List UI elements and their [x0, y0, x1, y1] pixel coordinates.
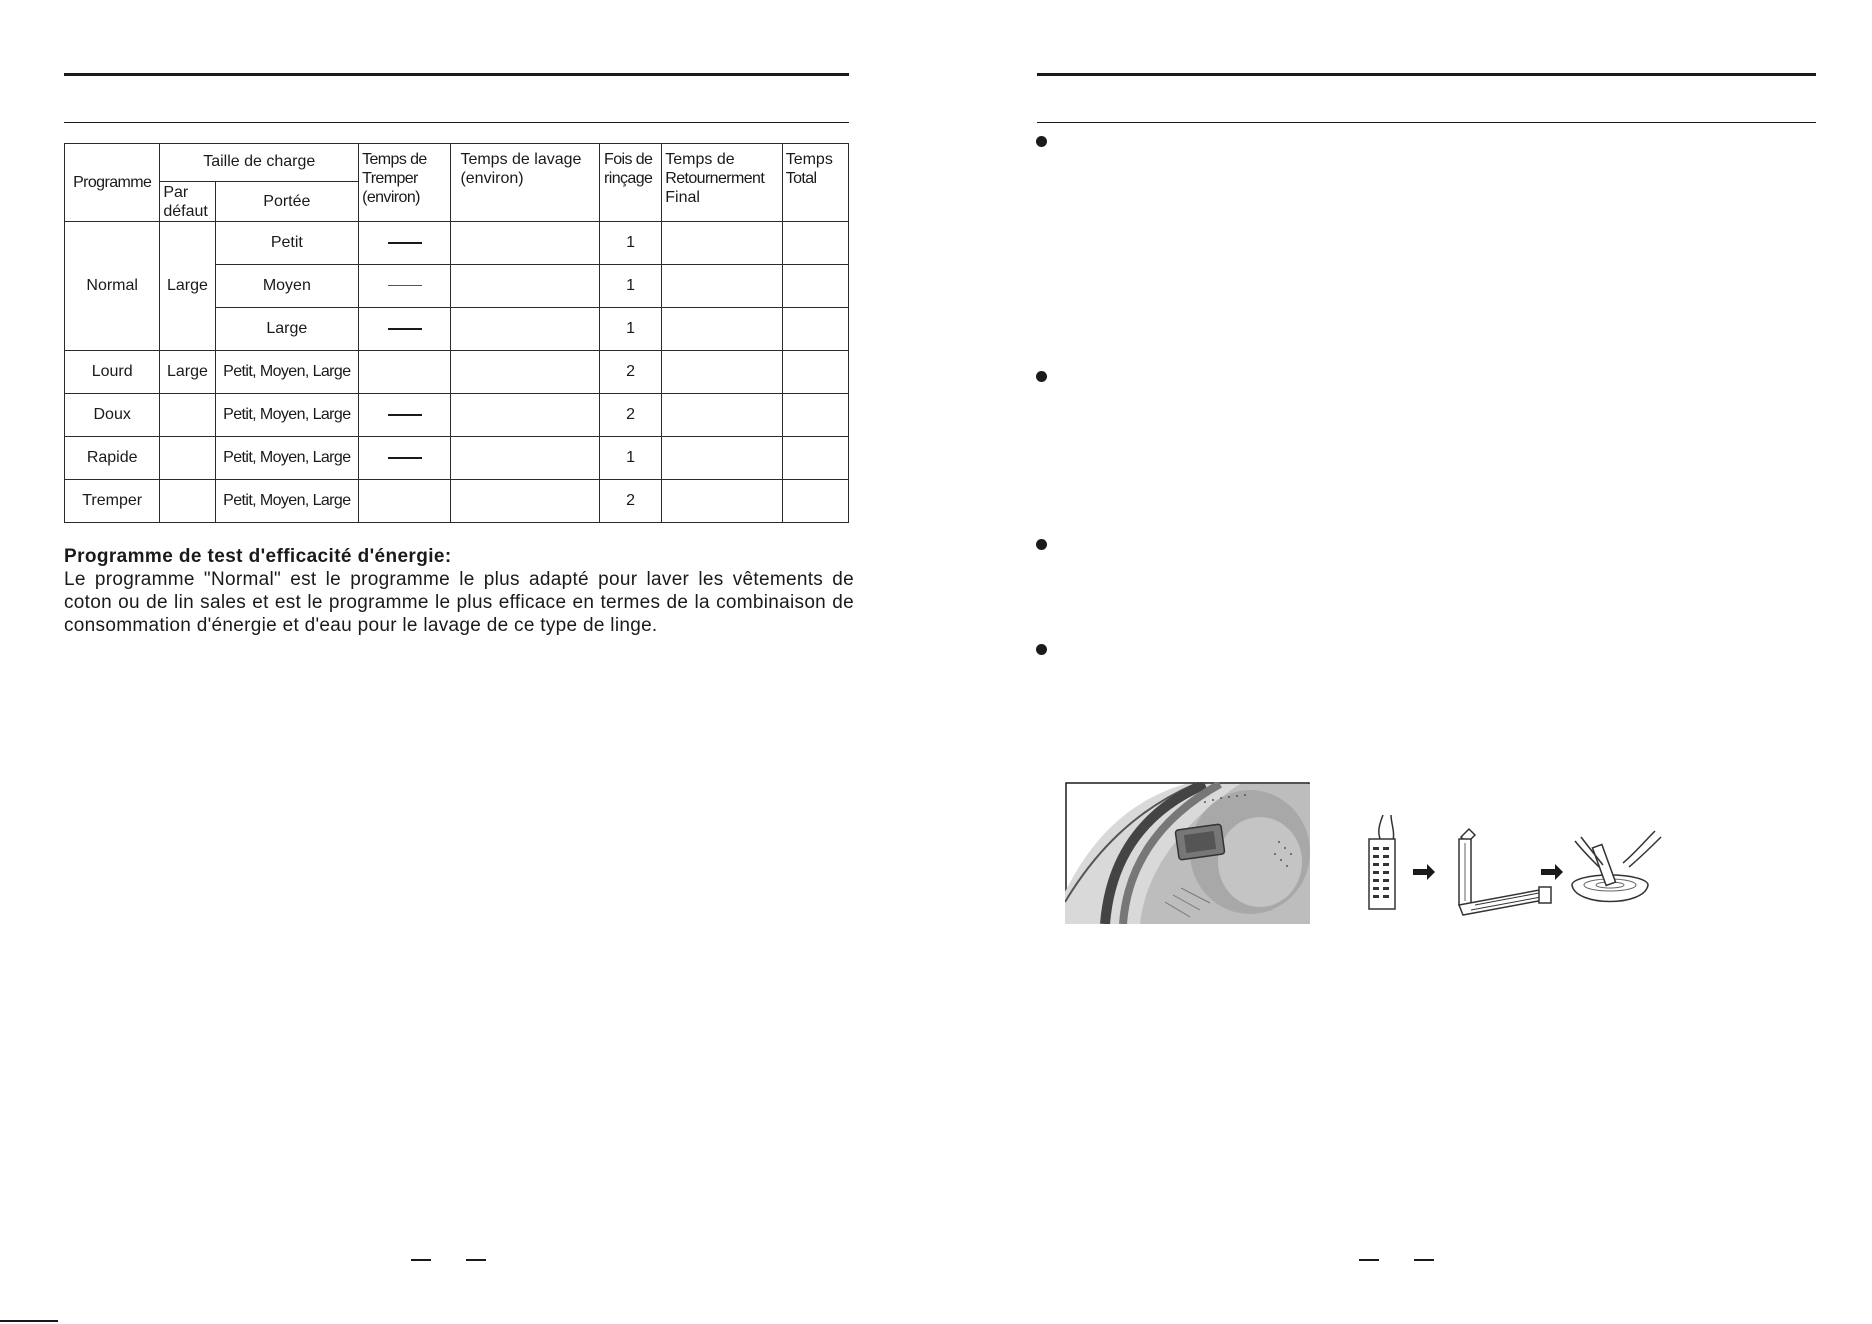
cell-retournement	[662, 222, 782, 265]
header-taille-de-charge: Taille de charge	[160, 144, 359, 182]
cell-total	[782, 437, 848, 480]
filter-removal-step-icon	[1369, 815, 1395, 909]
cell-lavage	[451, 437, 600, 480]
cell-portee: Petit, Moyen, Large	[215, 480, 359, 523]
cell-programme: Rapide	[65, 437, 160, 480]
bullet-icon	[1036, 644, 1047, 655]
bullet-icon	[1036, 371, 1047, 382]
table-row	[65, 351, 849, 394]
table-row	[65, 394, 849, 437]
table-row	[65, 222, 849, 265]
bullet-icon	[1036, 539, 1047, 550]
cell-retournement	[662, 437, 782, 480]
cell-total	[782, 351, 848, 394]
left-page-sub-rule	[64, 122, 849, 123]
dash-mark	[388, 457, 422, 459]
cell-tremper-dash	[359, 437, 451, 480]
left-page-top-rule	[64, 73, 849, 76]
right-page-top-rule	[1037, 73, 1816, 76]
cell-tremper	[359, 480, 451, 523]
cell-defaut-normal: Large	[160, 222, 215, 351]
dash-mark	[388, 328, 422, 330]
filter-cleaning-steps-illustration	[1355, 815, 1670, 920]
cell-portee: Petit, Moyen, Large	[215, 394, 359, 437]
cell-retournement	[662, 308, 782, 351]
cell-rincage: 2	[600, 351, 662, 394]
cell-total	[782, 480, 848, 523]
header-retournement-final: Temps de Retournerment Final	[662, 144, 782, 222]
cell-retournement	[662, 351, 782, 394]
cell-portee: Petit	[215, 222, 359, 265]
page-number-dash	[466, 1259, 486, 1261]
filter-open-step-icon	[1459, 829, 1551, 915]
table-row	[65, 437, 849, 480]
washer-drum-filter-illustration	[1065, 782, 1310, 924]
cell-lavage	[451, 265, 600, 308]
programme-table	[64, 143, 849, 523]
page-number-dash	[1359, 1259, 1379, 1261]
page-number-dash	[1414, 1259, 1434, 1261]
cell-defaut	[160, 394, 215, 437]
energy-test-body: Le programme "Normal" est le programme le plus adapté pour laver les vêtements de coton ou de lin sales et est le programme le plus efficace en termes de la combinaison de consommation d'énergie et d'eau pour le lavage de ce type de linge.	[64, 569, 854, 636]
header-programme: Programme	[65, 144, 160, 222]
header-par-defaut: Par défaut	[160, 182, 215, 222]
cell-total	[782, 265, 848, 308]
cell-rincage: 2	[600, 394, 662, 437]
cell-lavage	[451, 351, 600, 394]
cell-defaut	[160, 437, 215, 480]
cell-programme: Doux	[65, 394, 160, 437]
cell-total	[782, 222, 848, 265]
arrow-right-icon	[1413, 864, 1435, 880]
cell-rincage: 2	[600, 480, 662, 523]
header-fois-rincage: Fois de rinçage	[600, 144, 662, 222]
dash-mark	[388, 414, 422, 416]
cell-retournement	[662, 265, 782, 308]
cell-total	[782, 394, 848, 437]
cell-rincage: 1	[600, 222, 662, 265]
cell-portee: Large	[215, 308, 359, 351]
cell-retournement	[662, 394, 782, 437]
cell-total	[782, 308, 848, 351]
cell-tremper	[359, 351, 451, 394]
header-temps-lavage: Temps de lavage (environ)	[451, 144, 600, 222]
arrow-right-icon	[1541, 864, 1563, 880]
crop-mark	[0, 1320, 58, 1322]
cell-tremper-dash	[359, 394, 451, 437]
cell-portee: Moyen	[215, 265, 359, 308]
filter-washing-step-icon	[1572, 831, 1661, 902]
cell-defaut: Large	[160, 351, 215, 394]
cell-programme: Lourd	[65, 351, 160, 394]
right-page-sub-rule	[1037, 122, 1816, 123]
energy-test-title: Programme de test d'efficacité d'énergie:	[64, 546, 452, 567]
page-number-dash	[411, 1259, 431, 1261]
header-temps-total: Temps Total	[782, 144, 848, 222]
cell-portee: Petit, Moyen, Large	[215, 437, 359, 480]
cell-rincage: 1	[600, 308, 662, 351]
cell-rincage: 1	[600, 437, 662, 480]
cell-lavage	[451, 308, 600, 351]
header-temps-tremper: Temps de Tremper (environ)	[359, 144, 451, 222]
table-row	[65, 480, 849, 523]
cell-programme: Tremper	[65, 480, 160, 523]
cell-lavage	[451, 394, 600, 437]
cell-retournement	[662, 480, 782, 523]
cell-defaut	[160, 480, 215, 523]
cell-tremper-dash	[359, 308, 451, 351]
cell-lavage	[451, 222, 600, 265]
cell-tremper-dash	[359, 222, 451, 265]
cell-programme-normal: Normal	[65, 222, 160, 351]
dash-mark	[388, 242, 422, 244]
cell-rincage: 1	[600, 265, 662, 308]
cell-lavage	[451, 480, 600, 523]
cell-tremper-dash	[359, 265, 451, 308]
cell-portee: Petit, Moyen, Large	[215, 351, 359, 394]
header-portee: Portée	[215, 182, 359, 222]
dash-mark	[388, 285, 422, 286]
bullet-icon	[1036, 136, 1047, 147]
